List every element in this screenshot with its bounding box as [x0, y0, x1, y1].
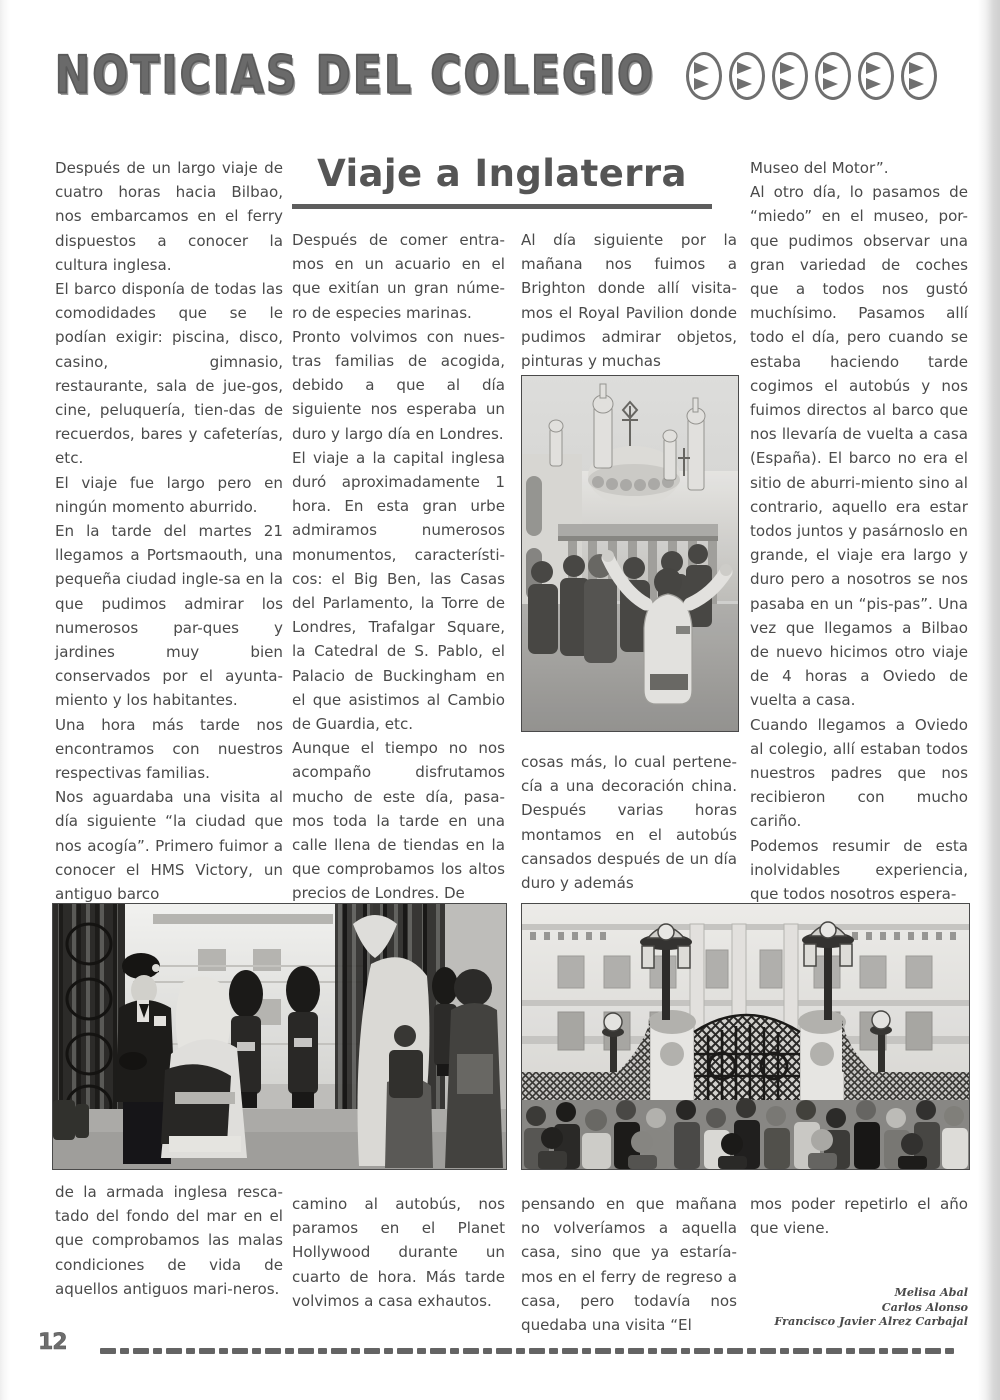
paragraph: En la tarde del martes 21 llegamos a Portsmaouth, una pequeña ciudad ingle-​sa en la que pudimos admirar los numerosos par-​ques y jardines muy bien conservados por el ayunta-​miento y los habitantes.: [55, 522, 283, 710]
buckingham-palace-photo: [521, 903, 970, 1170]
paragraph: Aunque el tiempo no nos acompaño disfrutamos mucho de este día, pasa-​mos toda la tarde en una calle llena de tiendas en la que comprobamos los altos precios de Londres. De: [292, 739, 505, 903]
footer-rule-dash: [549, 1348, 558, 1354]
footer-rule-dash: [397, 1348, 413, 1354]
paragraph: Nos aguardaba una visita al día siguiente “la ciudad que nos acogía”. Primero fuimor a conocer el HMS Victory, un antiguo barco: [55, 788, 283, 904]
footer-rule-dash: [925, 1348, 941, 1354]
footer-rule-dash: [780, 1348, 789, 1354]
footer-rule-dash: [252, 1348, 261, 1354]
footer-rule-dash: [384, 1348, 393, 1354]
byline-author: Carlos Alonso: [881, 1299, 968, 1314]
column-4-bottom-text: [750, 1192, 968, 1240]
paragraph: pensando en que mañana no volveríamos a aquella casa, sino que ya estaría-​mos en el ferry de regreso a casa, pero todavía nos quedaba una visita “El: [521, 1195, 737, 1335]
column-3-top-text: [521, 228, 737, 373]
footer-rule-dash: [826, 1348, 842, 1354]
footer-rule-dash: [846, 1348, 855, 1354]
footer-rule-dash: [450, 1348, 459, 1354]
footer-rule-dash: [859, 1348, 875, 1354]
column-1-bottom-text: [55, 1180, 283, 1301]
footer-rule-dash: [166, 1348, 182, 1354]
paragraph: de la armada inglesa resca-​tado del fondo del mar en el que comprobamos las malas condiciones de vida de aquellos antiguos mari-​neros.: [55, 1183, 283, 1298]
footer-rule-dash: [463, 1348, 479, 1354]
footer-rule-dash: [747, 1348, 756, 1354]
paragraph: Después de un largo viaje de cuatro horas hacia Bilbao, nos embarcamos en el ferry dispuestos a conocer la cultura inglesa.: [55, 159, 283, 274]
paragraph: Después de comer entra-​mos en un acuario en el que exitían un gran núme-​ro de especies marinas.: [292, 231, 505, 322]
paragraph: Cuando llegamos a Oviedo al colegio, allí estaban todos nuestros padres que nos recibieron con mucho cariño.: [750, 715, 968, 831]
paragraph: El viaje a la capital inglesa duró aproximadamente 1 hora. En esta gran urbe admiramos numerosos monumentos, característi-​cos: el Big Ben, las Casas del Parlamento, la Torre de Londres, Trafalgar Square, la Catedral de S. Pablo, el Palacio de Buckingham en el que asistimos al Cambio de Guardia, etc.: [292, 448, 505, 734]
masthead-ornaments: [686, 52, 937, 100]
buckingham-palace-photo-graphic: [522, 904, 969, 1169]
paragraph: Al día siguiente por la mañana nos fuimos a Brighton donde allí visita-​mos el Royal Pavilion donde pudimos admirar objetos, pinturas y muchas: [521, 231, 737, 371]
footer-rule-dash: [727, 1348, 743, 1354]
footer-rule-dash: [628, 1348, 644, 1354]
paragraph: Una hora más tarde nos encontramos con nuestros respectivas familias.: [55, 715, 283, 783]
footer-rule-dash: [793, 1348, 809, 1354]
footer-rule-dash: [912, 1348, 921, 1354]
page-number: 12: [38, 1330, 67, 1355]
footer-rule-dash: [265, 1348, 281, 1354]
footer-rule-dash: [483, 1348, 492, 1354]
footer-rule-dash: [120, 1348, 129, 1354]
masthead-title: NOTICIAS DEL COLEGIO: [55, 45, 656, 105]
footer-rule-dash: [681, 1348, 690, 1354]
oval-chevron-ornament-icon: [772, 52, 808, 100]
footer-rule-dash: [364, 1348, 380, 1354]
page-right-edge-shading: [978, 0, 1000, 1400]
footer-rule-dash: [714, 1348, 723, 1354]
footer-rule-dash: [529, 1348, 545, 1354]
footer-rule-dash: [945, 1348, 954, 1354]
footer-rule-dash: [813, 1348, 822, 1354]
footer-rule-dash: [298, 1348, 314, 1354]
masthead: [55, 40, 955, 110]
paragraph: camino al autobús, nos paramos en el Planet Hollywood durante un cuarto de hora. Más tarde volvimos a casa exhautos.: [292, 1195, 505, 1310]
footer-rule-dash: [417, 1348, 426, 1354]
footer-rule-dash: [694, 1348, 710, 1354]
footer-rule-dash: [318, 1348, 327, 1354]
paragraph: Al otro día, lo pasamos de “miedo” en el museo, por-​que pudimos observar una gran variedad de coches que a todos nos gustó muchísimo. Pasamos allí todo el día, pero cuando se estaba haciendo tarde cogimos el autobús y nos fuimos directos al barco que nos llevaría de vuelta a casa (España). El barco no era el sitio de aburri-​miento sino al contrario, aquello era estar todos juntos y pasárnoslo en grande, el viaje era largo y duro pero a nosotros se nos pasaba en un “pis-​pas”. Una vez que llegamos a Bilbao de nuevo hicimos otro viaje de 4 horas a Oviedo de vuelta a casa.: [750, 183, 968, 710]
page-left-edge-shading: [0, 0, 10, 1400]
footer-rule-dash: [516, 1348, 525, 1354]
footer-rule-dash: [186, 1348, 195, 1354]
column-3-bottom-text: [521, 1192, 737, 1337]
column-4-top-text: [750, 156, 968, 906]
oval-chevron-ornament-icon: [815, 52, 851, 100]
article-byline: [750, 1285, 968, 1329]
footer-rule-dash: [331, 1348, 347, 1354]
headline-divider: [292, 204, 712, 209]
paragraph: El viaje fue largo pero en ningún momento aburrido.: [55, 473, 283, 516]
paragraph: Podemos resumir de esta inolvidables experiencia, que todos nosotros espera-: [750, 836, 968, 904]
footer-rule-dash: [232, 1348, 248, 1354]
footer-rule-dash: [582, 1348, 591, 1354]
footer-rule-dash: [648, 1348, 657, 1354]
paragraph: Pronto volvimos con nues-​tras familias de acogida, debido a que al día siguiente nos esperaba un duro y largo día en Londres.: [292, 327, 505, 443]
footer-rule-dash: [199, 1348, 215, 1354]
article-headline: Viaje a Inglaterra: [317, 152, 687, 195]
footer-rule-dash: [615, 1348, 624, 1354]
buckingham-guards-photo: [52, 903, 507, 1170]
column-2-top-text: [292, 228, 505, 906]
footer-decorative-rule: [100, 1348, 955, 1355]
footer-rule-dash: [100, 1348, 116, 1354]
footer-rule-dash: [661, 1348, 677, 1354]
byline-author: Melisa Abal: [894, 1285, 968, 1299]
footer-rule-dash: [219, 1348, 228, 1354]
footer-rule-dash: [760, 1348, 776, 1354]
royal-pavilion-photo-graphic: [522, 376, 738, 731]
buckingham-guards-photo-graphic: [53, 904, 506, 1169]
paragraph: mos poder repetirlo el año que viene.: [750, 1195, 968, 1238]
footer-rule-dash: [562, 1348, 578, 1354]
footer-rule-dash: [133, 1348, 149, 1354]
footer-rule-dash: [351, 1348, 360, 1354]
footer-rule-dash: [892, 1348, 908, 1354]
footer-rule-dash: [285, 1348, 294, 1354]
column-3-middle-text: [521, 750, 737, 895]
column-1-top-text: [55, 156, 283, 906]
paragraph: El barco disponía de todas las comodidades que se le podían exigir: piscina, disco, casino, gimnasio, restaurante, sala de jue-​gos, cine, peluquería, tien-​das de recuerdos, bares y cafeterías, etc.: [55, 280, 283, 468]
article-headline-block: [292, 152, 712, 209]
paragraph: Museo del Motor”.: [750, 159, 889, 177]
footer-rule-dash: [496, 1348, 512, 1354]
column-2-bottom-text: [292, 1192, 505, 1313]
byline-author: Francisco Javier Alrez Carbajal: [774, 1314, 968, 1328]
footer-rule-dash: [153, 1348, 162, 1354]
oval-chevron-ornament-icon: [729, 52, 765, 100]
royal-pavilion-photo: [521, 375, 739, 732]
footer-rule-dash: [430, 1348, 446, 1354]
footer-rule-dash: [879, 1348, 888, 1354]
footer-rule-dash: [595, 1348, 611, 1354]
paragraph: cosas más, lo cual pertene-​cía a una decoración china. Después varias horas montamos en el autobús cansados después de un día duro y además: [521, 753, 737, 893]
oval-chevron-ornament-icon: [686, 52, 722, 100]
oval-chevron-ornament-icon: [858, 52, 894, 100]
oval-chevron-ornament-icon: [901, 52, 937, 100]
